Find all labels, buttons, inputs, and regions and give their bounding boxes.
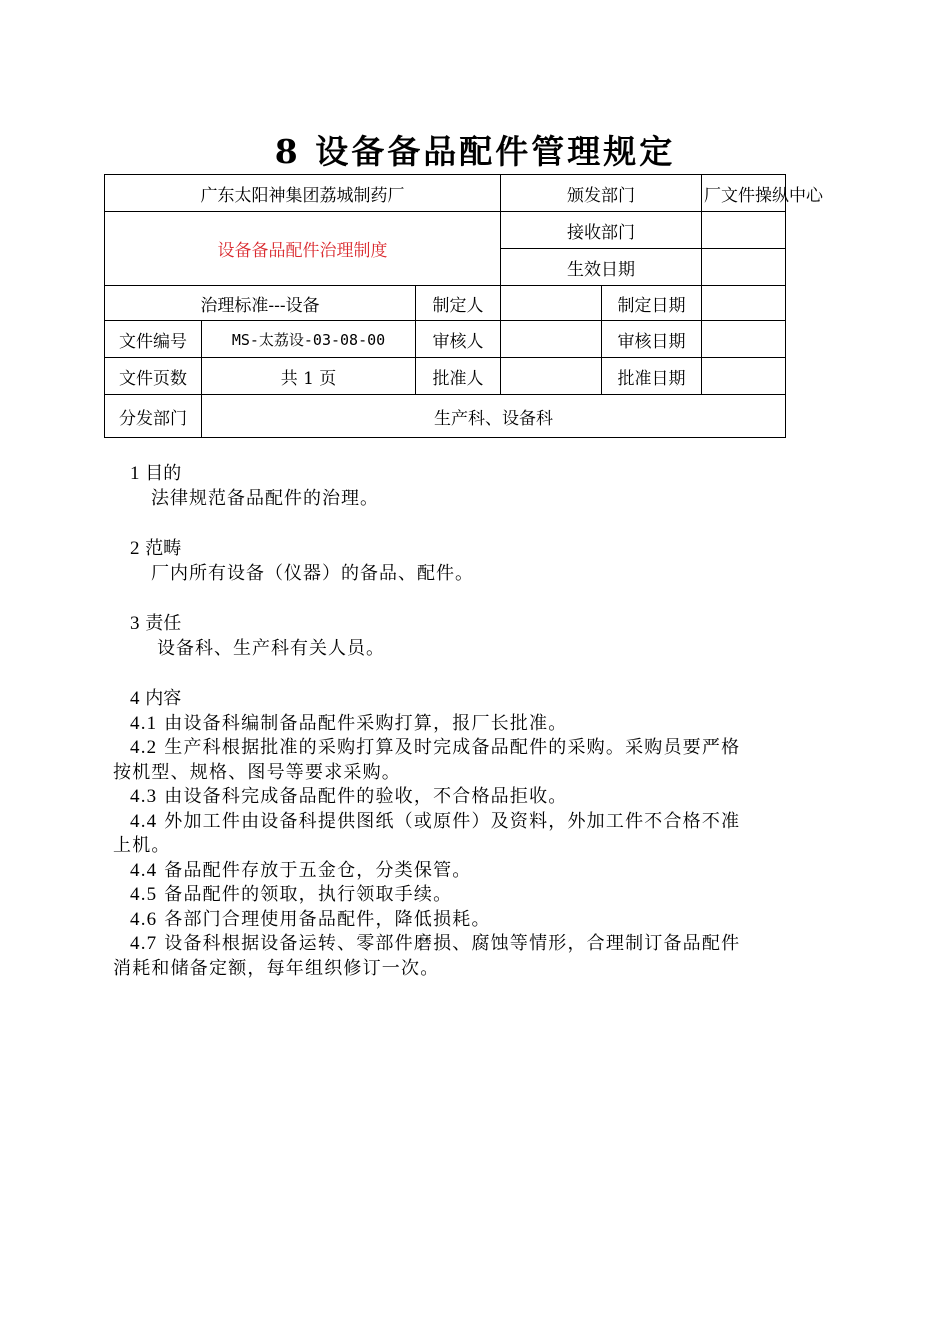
content-item-number: 4.1 (130, 712, 158, 734)
review-date-label: 审核日期 (602, 321, 702, 358)
document-header-table (104, 174, 824, 438)
approve-date-value (702, 358, 786, 395)
reviewer-label: 审核人 (416, 321, 501, 358)
content-item-number: 4.2 (130, 737, 158, 758)
content-item-number: 4.4 (130, 810, 158, 832)
content-item-number: 4.6 (130, 908, 158, 930)
content-item (113, 883, 833, 908)
content-item-text: 备品配件存放于五金仓，分类保管。 (164, 859, 472, 881)
approver-value (501, 358, 602, 395)
effective-date-label: 生效日期 (501, 249, 702, 286)
content-item-text: 备品配件的领取，执行领取手续。 (164, 884, 453, 905)
content-item (113, 932, 833, 957)
content-item (113, 785, 833, 810)
approve-date-label: 批准日期 (602, 358, 702, 395)
document-body (113, 462, 833, 981)
document-category: 治理标准---设备 (105, 286, 416, 321)
document-title: 8 设备备品配件管理规定 (274, 132, 676, 171)
content-item-number: 4.5 (130, 884, 158, 905)
section-text-purpose: 法律规范备品配件的治理。 (151, 487, 379, 509)
content-item-text: 由设备科编制备品配件采购打算，报厂长批准。 (164, 712, 568, 734)
author-value (501, 286, 602, 321)
content-item (113, 736, 833, 761)
reviewer-value (501, 321, 602, 358)
author-date-value (702, 286, 786, 321)
section-heading-scope: 2 范畴 (130, 538, 182, 559)
content-item-text: 各部门合理使用备品配件，降低损耗。 (164, 908, 491, 930)
content-item-text: 由设备科完成备品配件的验收，不合格品拒收。 (164, 786, 568, 807)
effective-date-value (702, 249, 786, 286)
content-item-continuation: 按机型、规格、图号等要求采购。 (113, 761, 401, 783)
author-date-label: 制定日期 (602, 286, 702, 321)
section-text-scope: 厂内所有设备（仪器）的备品、配件。 (151, 562, 474, 584)
section-heading-content: 4 内容 (130, 688, 182, 709)
distribute-label: 分发部门 (105, 395, 202, 438)
recv-dept-value (702, 212, 786, 249)
content-items-list (113, 712, 833, 982)
company-name: 广东太阳神集团荔城制药厂 (105, 175, 501, 212)
section-text-responsibility: 设备科、生产科有关人员。 (157, 637, 385, 659)
approver-label: 批准人 (416, 358, 501, 395)
pages-value: 共 1 页 (202, 358, 416, 395)
pages-label: 文件页数 (105, 358, 202, 395)
content-item (113, 859, 833, 884)
content-item-text: 设备科根据设备运转、零部件磨损、腐蚀等情形，合理制订备品配件 (164, 933, 741, 954)
issue-dept-label: 颁发部门 (501, 175, 702, 212)
distribute-value: 生产科、设备科 (202, 395, 786, 438)
document-name: 设备备品配件治理制度 (105, 212, 501, 286)
content-item-text: 外加工件由设备科提供图纸（或原件）及资料，外加工件不合格不准 (164, 810, 741, 832)
issue-dept-value: 厂文件操纵中心 (702, 175, 786, 212)
content-item-number: 4.7 (130, 933, 158, 954)
content-item (113, 712, 833, 737)
doc-no-value: MS-太荔设-03-08-00 (202, 321, 416, 358)
recv-dept-label: 接收部门 (501, 212, 702, 249)
review-date-value (702, 321, 786, 358)
doc-no-label: 文件编号 (105, 321, 202, 358)
section-heading-responsibility: 3 责任 (130, 613, 182, 634)
content-item-number: 4.3 (130, 786, 158, 807)
content-item-text: 生产科根据批准的采购打算及时完成备品配件的采购。采购员要严格 (164, 737, 741, 758)
content-item-continuation: 上机。 (113, 835, 171, 856)
section-heading-purpose: 1 目的 (130, 463, 182, 484)
author-label: 制定人 (416, 286, 501, 321)
content-item-number: 4.4 (130, 859, 158, 881)
content-item (113, 810, 833, 835)
content-item-continuation: 消耗和储备定额，每年组织修订一次。 (113, 957, 440, 979)
content-item (113, 908, 833, 933)
